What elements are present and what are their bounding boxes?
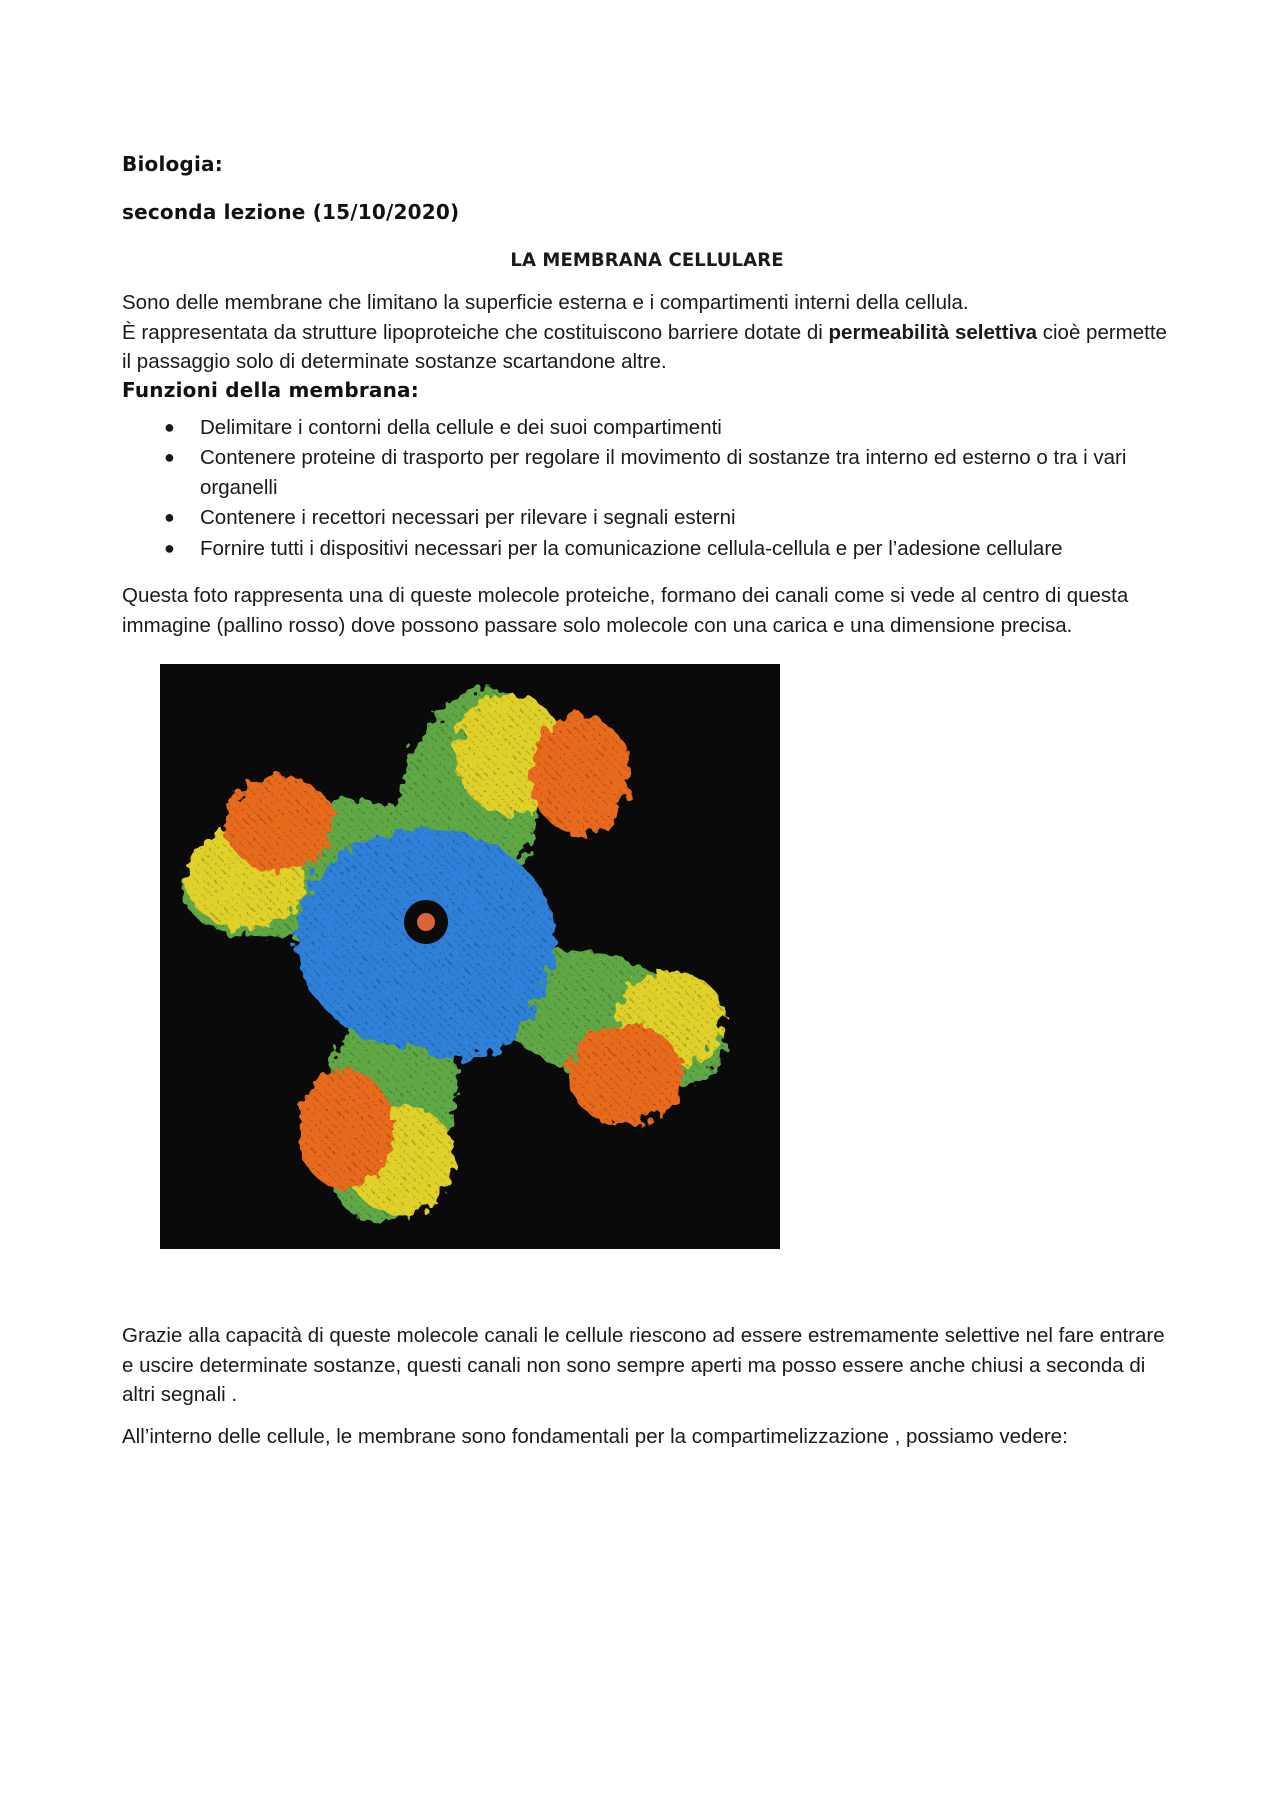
list-item xyxy=(122,534,1172,564)
photo-caption: Questa foto rappresenta una di queste molecole proteiche, formano dei canali come si vede al centro di questa immagine (pallino rosso) dove possono passare solo molecole con una carica e una dimensione precisa. xyxy=(122,584,1129,637)
bullet-icon: ● xyxy=(164,537,175,558)
bullet-icon: ● xyxy=(164,447,175,467)
lesson-label: seconda lezione (15/10/2020) xyxy=(122,200,460,224)
functions-heading: Funzioni della membrana: xyxy=(122,377,419,402)
intro-line-2-end: cioè permette il passaggio solo di determinate sostanze scartandone altre. xyxy=(122,320,1167,373)
paragraph-compartments: All’interno delle cellule, le membrane sono fondamentali per la compartimelizzazione , possiamo vedere: xyxy=(122,1424,1068,1448)
bullet-icon: ● xyxy=(164,416,175,437)
intro-line-2 xyxy=(122,318,1172,377)
intro-bold-term: permeabilità selettiva xyxy=(828,320,1038,344)
functions-list xyxy=(122,413,1172,564)
intro-line-2-start: È rappresentata da strutture lipoproteiche che costituiscono barriere dotate di xyxy=(122,320,829,344)
document-page xyxy=(122,150,1172,1451)
protein-channel-illustration xyxy=(160,664,780,1249)
protein-channel-image xyxy=(160,664,780,1249)
list-item-text: Delimitare i contorni della cellule e dei suoi compartimenti xyxy=(200,415,722,439)
list-item xyxy=(122,413,1172,443)
page-title: LA MEMBRANA CELLULARE xyxy=(510,249,784,271)
intro-line-1: Sono delle membrane che limitano la superficie esterna e i compartimenti interni della cellula. xyxy=(122,291,969,314)
list-item-text: Fornire tutti i dispositivi necessari per la comunicazione cellula-cellula e per l’adesione cellulare xyxy=(200,536,1063,560)
subject-label: Biologia: xyxy=(122,152,223,176)
list-item-text: Contenere i recettori necessari per rilevare i segnali esterni xyxy=(200,506,736,529)
list-item xyxy=(122,503,1172,533)
paragraph-selectivity: Grazie alla capacità di queste molecole canali le cellule riescono ad essere estremamente selettive nel fare entrare e uscire determinate sostanze, questi canali non sono sempre aperti ma posso essere anche chiusi a seconda di altri segnali . xyxy=(122,1324,1165,1406)
list-item-text: Contenere proteine di trasporto per regolare il movimento di sostanze tra interno ed esterno o tra i vari organelli xyxy=(200,446,1127,499)
channel-ion xyxy=(417,913,435,931)
list-item xyxy=(122,443,1172,502)
bullet-icon: ● xyxy=(164,507,175,527)
